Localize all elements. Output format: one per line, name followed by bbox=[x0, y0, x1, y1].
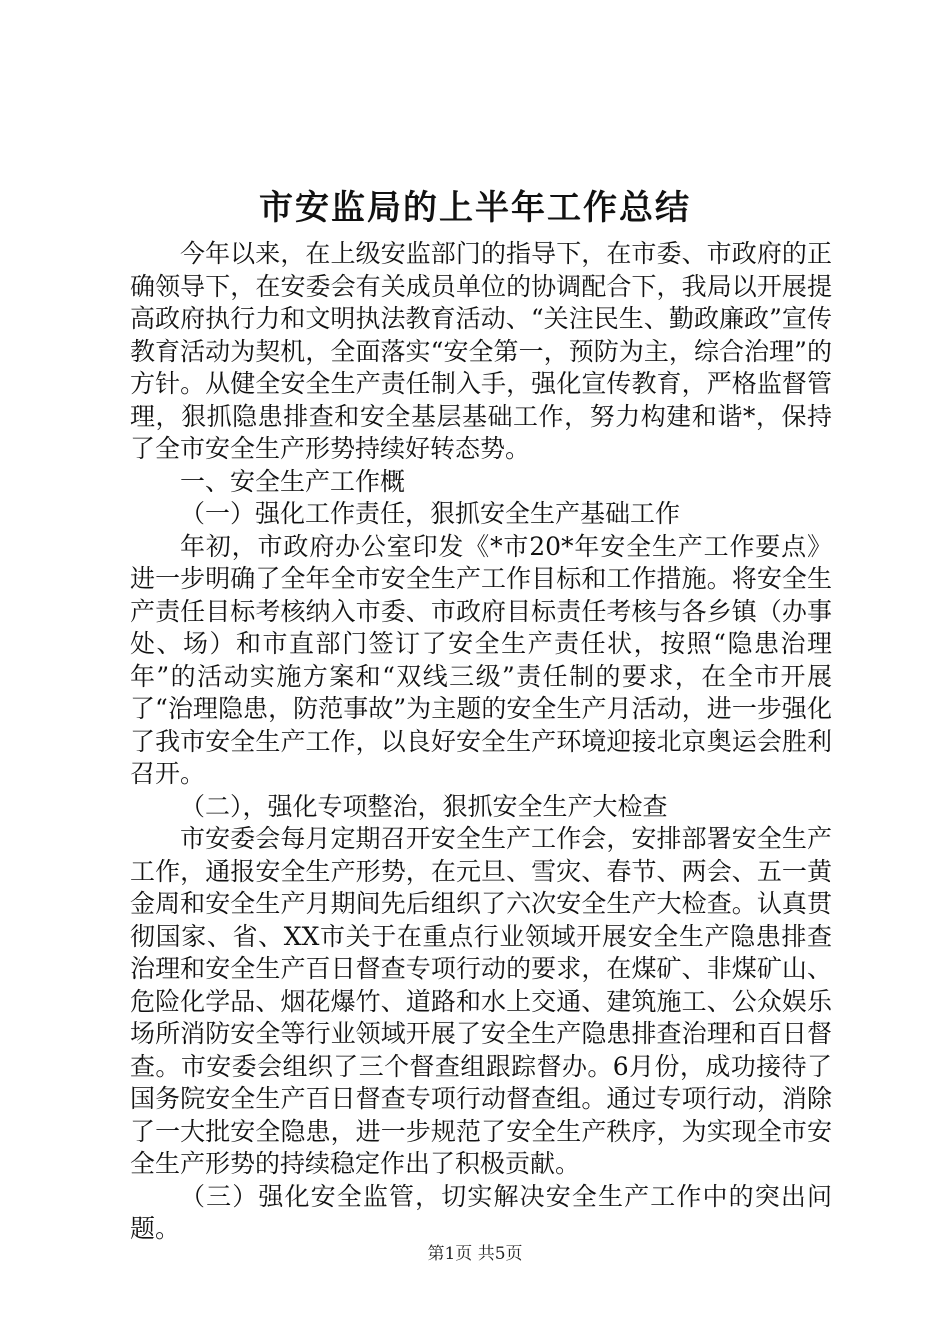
document-body bbox=[130, 238, 832, 1246]
intro-paragraph: 今年以来，在上级安监部门的指导下，在市委、市政府的正确领导下，在安委会有关成员单位的协调配合下，我局以开展提高政府执行力和文明执法教育活动、“关注民生、勤政廉政”宣传教育活动为契机，全面落实“安全第一，预防为主，综合治理”的方针。从健全安全生产责任制入手，强化宣传教育，严格监督管理，狠抓隐患排查和安全基层基础工作，努力构建和谐*，保持了全市安全生产形势持续好转态势。 bbox=[130, 239, 832, 463]
subsection-heading-1: （一）强化工作责任，狠抓安全生产基础工作 bbox=[180, 499, 681, 528]
document-title: 市安监局的上半年工作总结 bbox=[259, 188, 691, 228]
body-paragraph-3: 市安委会每月定期召开安全生产工作会，安排部署安全生产工作，通报安全生产形势，在元旦、雪灾、春节、两会、五一黄金周和安全生产月期间先后组织了六次安全生产大检查。认真贯彻国家、省、XX市关于在重点行业领域开展安全生产隐患排查治理和安全生产百日督查专项行动的要求，在煤矿、非煤矿山、危险化学品、烟花爆竹、道路和水上交通、建筑施工、公众娱乐场所消防安全等行业领域开展了安全生产隐患排查治理和百日督查。市安委会组织了三个督查组跟踪督办。6月份，成功接待了国务院安全生产百日督查专项行动督查组。通过专项行动，消除了一大批安全隐患，进一步规范了安全生产秩序，为实现全市安全生产形势的持续稳定作出了积极贡献。 bbox=[130, 824, 832, 1178]
subsection-heading-3: （三）强化安全监管，切实解决安全生产工作中的突出问题。 bbox=[130, 1181, 832, 1243]
page-footer: 第1页 共5页 bbox=[427, 1244, 523, 1264]
section-heading-1: 一、安全生产工作概 bbox=[180, 466, 406, 496]
body-paragraph-2: 年初，市政府办公室印发《*市20*年安全生产工作要点》进一步明确了全年全市安全生产工作目标和工作措施。将安全生产责任目标考核纳入市委、市政府目标责任考核与各乡镇（办事处、场）和市直部门签订了安全生产责任状，按照“隐患治理年”的活动实施方案和“双线三级”责任制的要求，在全市开展了“治理隐患，防范事故”为主题的安全生产月活动，进一步强化了我市安全生产工作，以良好安全生产环境迎接北京奥运会胜利召开。 bbox=[130, 531, 832, 788]
subsection-heading-2: （二），强化专项整治，狠抓安全生产大检查 bbox=[180, 791, 668, 821]
